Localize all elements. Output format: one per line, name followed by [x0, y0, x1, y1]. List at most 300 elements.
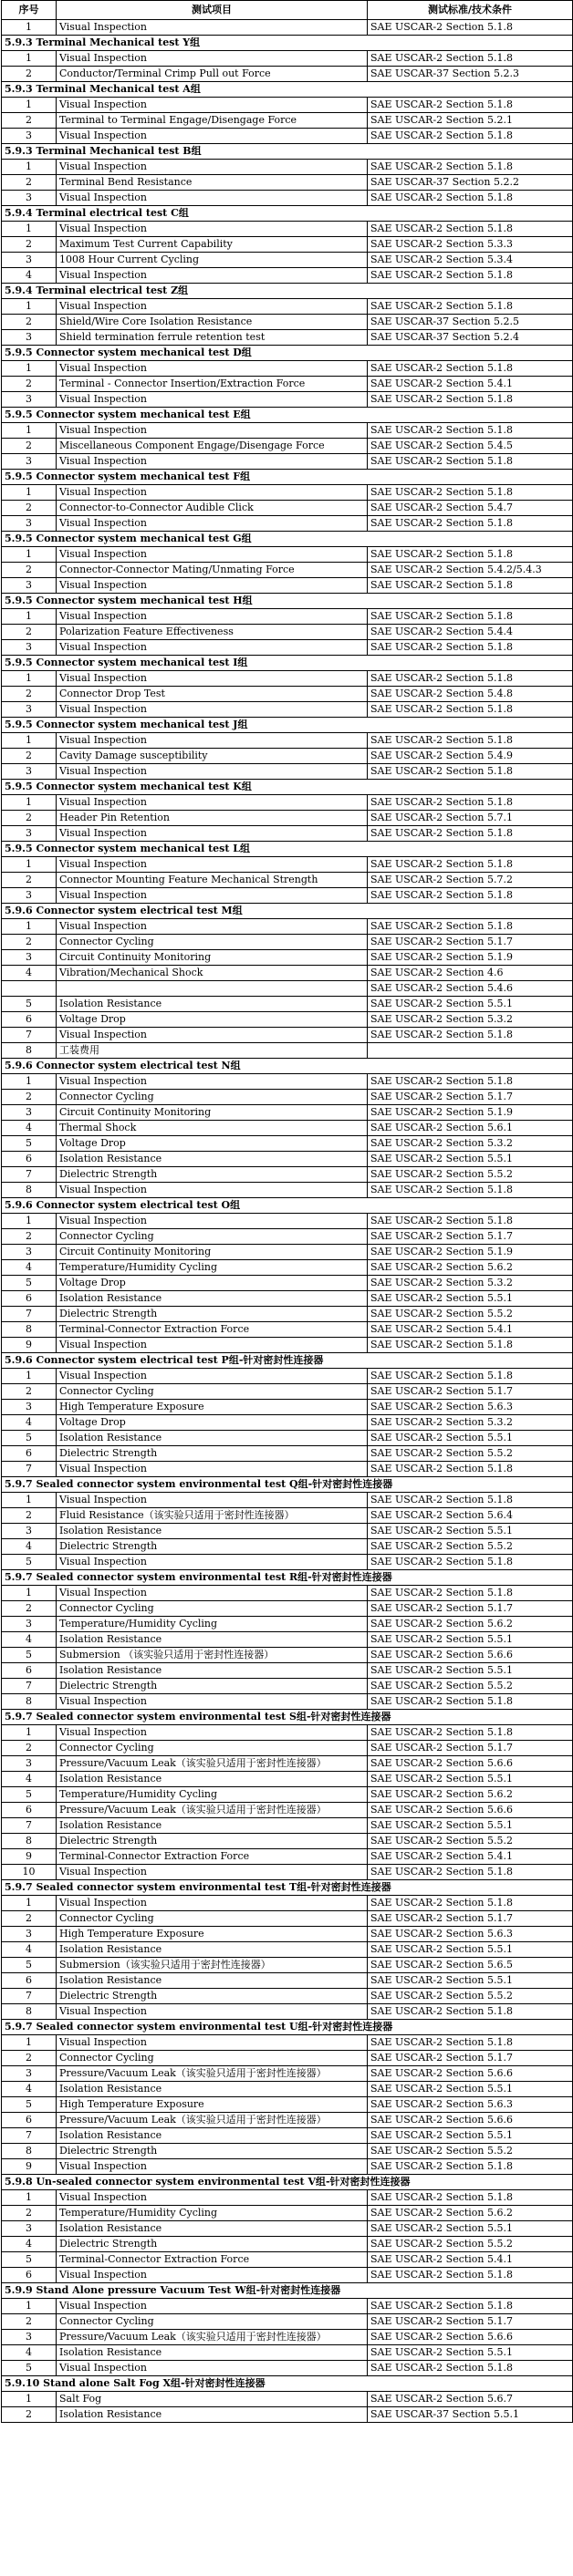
standard-cell: SAE USCAR-2 Section 5.1.8 — [368, 671, 573, 687]
test-item-cell: Dielectric Strength — [57, 1539, 368, 1555]
test-item-cell: Miscellaneous Component Engage/Disengage Force — [57, 439, 368, 454]
standard-cell: SAE USCAR-2 Section 5.5.1 — [368, 1973, 573, 1989]
table-row — [2, 671, 573, 687]
test-item-cell: Temperature/Humidity Cycling — [57, 2206, 368, 2221]
table-row — [2, 1493, 573, 1508]
standard-cell: SAE USCAR-37 Section 5.2.2 — [368, 175, 573, 191]
standard-cell: SAE USCAR-2 Section 5.1.8 — [368, 1214, 573, 1229]
row-number: 2 — [2, 2051, 57, 2066]
test-item-cell: Terminal to Terminal Engage/Disengage Force — [57, 113, 368, 129]
row-number: 9 — [2, 2159, 57, 2175]
row-number: 2 — [2, 439, 57, 454]
row-number: 6 — [2, 1152, 57, 1167]
test-item-cell: Circuit Continuity Monitoring — [57, 1105, 368, 1121]
section-title: 5.9.5 Connector system mechanical test L组 — [2, 842, 573, 857]
standard-cell: SAE USCAR-2 Section 5.1.7 — [368, 935, 573, 950]
row-number: 8 — [2, 1322, 57, 1338]
section-row — [2, 718, 573, 733]
test-item-cell: Visual Inspection — [57, 733, 368, 749]
table-row — [2, 2113, 573, 2128]
test-item-cell: Visual Inspection — [57, 20, 368, 36]
test-item-cell: Visual Inspection — [57, 1338, 368, 1353]
table-row — [2, 997, 573, 1012]
table-row — [2, 423, 573, 439]
row-number: 2 — [2, 501, 57, 516]
table-row — [2, 2345, 573, 2361]
table-row — [2, 361, 573, 377]
row-number: 1 — [2, 1586, 57, 1601]
standard-cell: SAE USCAR-2 Section 5.1.8 — [368, 1586, 573, 1601]
table-row — [2, 2330, 573, 2345]
standard-cell: SAE USCAR-2 Section 5.1.8 — [368, 2268, 573, 2283]
standard-cell: SAE USCAR-2 Section 5.3.3 — [368, 237, 573, 253]
test-item-cell: Connector Drop Test — [57, 687, 368, 702]
table-row — [2, 1849, 573, 1865]
table-row — [2, 1896, 573, 1911]
test-item-cell: Dielectric Strength — [57, 2144, 368, 2159]
table-row — [2, 1834, 573, 1849]
row-number: 4 — [2, 268, 57, 284]
row-number: 2 — [2, 1741, 57, 1756]
standard-cell: SAE USCAR-2 Section 5.3.4 — [368, 253, 573, 268]
table-row — [2, 1679, 573, 1694]
test-item-cell: Visual Inspection — [57, 1369, 368, 1384]
standard-cell: SAE USCAR-2 Section 5.5.1 — [368, 1152, 573, 1167]
row-number: 5 — [2, 997, 57, 1012]
row-number: 1 — [2, 671, 57, 687]
row-number: 8 — [2, 1183, 57, 1198]
row-number: 1 — [2, 1725, 57, 1741]
standard-cell: SAE USCAR-2 Section 5.1.8 — [368, 1725, 573, 1741]
test-item-cell: Connector Mounting Feature Mechanical Strength — [57, 873, 368, 888]
test-item-cell: Visual Inspection — [57, 1555, 368, 1570]
section-title: 5.9.7 Sealed connector system environmental test Q组-针对密封性连接器 — [2, 1477, 573, 1493]
test-item-cell: Isolation Resistance — [57, 1152, 368, 1167]
standard-cell: SAE USCAR-2 Section 5.5.2 — [368, 1539, 573, 1555]
row-number: 3 — [2, 1105, 57, 1121]
table-row — [2, 98, 573, 113]
row-number: 1 — [2, 361, 57, 377]
test-item-cell: Visual Inspection — [57, 222, 368, 237]
table-row — [2, 1555, 573, 1570]
section-row — [2, 1059, 573, 1074]
test-item-cell: Visual Inspection — [57, 1462, 368, 1477]
standard-cell: SAE USCAR-2 Section 5.5.2 — [368, 2237, 573, 2252]
section-title: 5.9.6 Connector system electrical test P组-针对密封性连接器 — [2, 1353, 573, 1369]
row-number: 2 — [2, 1384, 57, 1400]
row-number: 2 — [2, 1090, 57, 1105]
standard-cell: SAE USCAR-2 Section 5.6.3 — [368, 1927, 573, 1942]
table-row — [2, 1183, 573, 1198]
row-number: 4 — [2, 1260, 57, 1276]
table-row — [2, 640, 573, 656]
standard-cell: SAE USCAR-2 Section 5.5.1 — [368, 2082, 573, 2097]
table-row — [2, 1911, 573, 1927]
table-row — [2, 392, 573, 408]
table-row — [2, 67, 573, 82]
standard-cell: SAE USCAR-2 Section 5.4.2/5.4.3 — [368, 563, 573, 578]
test-item-cell: 工装费用 — [57, 1043, 368, 1059]
row-number: 2 — [2, 625, 57, 640]
table-row — [2, 2066, 573, 2082]
table-row — [2, 1741, 573, 1756]
table-row — [2, 826, 573, 842]
section-row — [2, 2376, 573, 2392]
table-row — [2, 1369, 573, 1384]
section-title: 5.9.5 Connector system mechanical test H组 — [2, 594, 573, 609]
table-row — [2, 377, 573, 392]
row-number: 3 — [2, 826, 57, 842]
table-row — [2, 1787, 573, 1803]
table-row — [2, 1105, 573, 1121]
test-item-cell: Visual Inspection — [57, 129, 368, 144]
test-item-cell: Visual Inspection — [57, 795, 368, 811]
test-item-cell: Visual Inspection — [57, 1896, 368, 1911]
table-row — [2, 563, 573, 578]
header-test-item: 测试项目 — [57, 1, 368, 20]
row-number: 3 — [2, 578, 57, 594]
standard-cell: SAE USCAR-2 Section 5.1.8 — [368, 888, 573, 904]
row-number: 1 — [2, 1214, 57, 1229]
test-item-cell: Visual Inspection — [57, 609, 368, 625]
row-number: 2 — [2, 687, 57, 702]
row-number: 1 — [2, 2299, 57, 2314]
standard-cell: SAE USCAR-2 Section 5.1.8 — [368, 857, 573, 873]
table-row — [2, 113, 573, 129]
table-row — [2, 1973, 573, 1989]
table-row — [2, 1074, 573, 1090]
section-title: 5.9.7 Sealed connector system environmental test T组-针对密封性连接器 — [2, 1880, 573, 1896]
table-row — [2, 950, 573, 966]
row-number: 6 — [2, 1446, 57, 1462]
test-item-cell: Visual Inspection — [57, 2004, 368, 2020]
standard-cell: SAE USCAR-2 Section 5.1.7 — [368, 2314, 573, 2330]
row-number: 4 — [2, 2345, 57, 2361]
standard-cell: SAE USCAR-2 Section 5.6.2 — [368, 1260, 573, 1276]
section-title: 5.9.4 Terminal electrical test Z组 — [2, 284, 573, 299]
row-number: 2 — [2, 935, 57, 950]
row-number: 2 — [2, 175, 57, 191]
test-item-cell: Visual Inspection — [57, 454, 368, 470]
table-row — [2, 1989, 573, 2004]
test-item-cell — [57, 981, 368, 997]
standard-cell: SAE USCAR-2 Section 5.1.8 — [368, 2159, 573, 2175]
row-number: 3 — [2, 640, 57, 656]
table-row — [2, 2190, 573, 2206]
standard-cell: SAE USCAR-2 Section 5.4.7 — [368, 501, 573, 516]
test-item-cell: Dielectric Strength — [57, 1989, 368, 2004]
table-row — [2, 1803, 573, 1818]
standard-cell: SAE USCAR-2 Section 5.1.8 — [368, 547, 573, 563]
section-row — [2, 2283, 573, 2299]
table-row — [2, 1322, 573, 1338]
standard-cell: SAE USCAR-2 Section 5.1.8 — [368, 516, 573, 532]
row-number: 4 — [2, 2082, 57, 2097]
section-row — [2, 656, 573, 671]
table-row — [2, 2128, 573, 2144]
standard-cell: SAE USCAR-2 Section 5.1.8 — [368, 578, 573, 594]
table-row — [2, 547, 573, 563]
section-title: 5.9.7 Sealed connector system environmental test S组-针对密封性连接器 — [2, 1710, 573, 1725]
standard-cell: SAE USCAR-37 Section 5.2.3 — [368, 67, 573, 82]
section-row — [2, 1353, 573, 1369]
standard-cell: SAE USCAR-2 Section 5.6.4 — [368, 1508, 573, 1524]
test-item-cell: Isolation Resistance — [57, 1818, 368, 1834]
test-item-cell: Visual Inspection — [57, 98, 368, 113]
section-row — [2, 1198, 573, 1214]
row-number: 8 — [2, 1694, 57, 1710]
section-title: 5.9.6 Connector system electrical test N组 — [2, 1059, 573, 1074]
table-row — [2, 175, 573, 191]
table-row — [2, 516, 573, 532]
test-item-cell: Visual Inspection — [57, 485, 368, 501]
row-number: 2 — [2, 873, 57, 888]
standard-cell: SAE USCAR-2 Section 5.5.2 — [368, 1679, 573, 1694]
row-number: 7 — [2, 1679, 57, 1694]
standard-cell: SAE USCAR-2 Section 5.1.9 — [368, 950, 573, 966]
standard-cell: SAE USCAR-2 Section 5.1.8 — [368, 191, 573, 206]
table-row — [2, 1245, 573, 1260]
standard-cell: SAE USCAR-2 Section 5.1.7 — [368, 1384, 573, 1400]
table-row — [2, 2035, 573, 2051]
standard-cell: SAE USCAR-2 Section 5.1.8 — [368, 1555, 573, 1570]
standard-cell: SAE USCAR-2 Section 5.1.8 — [368, 2004, 573, 2020]
test-item-cell: Visual Inspection — [57, 764, 368, 780]
standard-cell: SAE USCAR-2 Section 5.1.8 — [368, 423, 573, 439]
row-number: 7 — [2, 1462, 57, 1477]
standard-cell: SAE USCAR-2 Section 4.6 — [368, 966, 573, 981]
table-row — [2, 2361, 573, 2376]
table-row — [2, 2392, 573, 2407]
row-number: 3 — [2, 764, 57, 780]
section-row — [2, 594, 573, 609]
standard-cell: SAE USCAR-2 Section 5.1.8 — [368, 268, 573, 284]
row-number: 1 — [2, 733, 57, 749]
test-item-cell: Visual Inspection — [57, 361, 368, 377]
row-number: 10 — [2, 1865, 57, 1880]
section-title: 5.9.7 Sealed connector system environmental test U组-针对密封性连接器 — [2, 2020, 573, 2035]
row-number: 2 — [2, 67, 57, 82]
standard-cell: SAE USCAR-2 Section 5.1.8 — [368, 1896, 573, 1911]
table-row — [2, 2268, 573, 2283]
standard-cell: SAE USCAR-2 Section 5.5.1 — [368, 1431, 573, 1446]
row-number: 1 — [2, 1493, 57, 1508]
standard-cell: SAE USCAR-2 Section 5.1.8 — [368, 702, 573, 718]
standard-cell: SAE USCAR-2 Section 5.6.2 — [368, 2206, 573, 2221]
standard-cell: SAE USCAR-2 Section 5.5.1 — [368, 2128, 573, 2144]
table-row — [2, 888, 573, 904]
standard-cell: SAE USCAR-2 Section 5.3.2 — [368, 1012, 573, 1028]
table-row — [2, 2097, 573, 2113]
row-number: 3 — [2, 888, 57, 904]
row-number: 2 — [2, 315, 57, 330]
row-number: 1 — [2, 51, 57, 67]
row-number: 3 — [2, 950, 57, 966]
row-number: 1 — [2, 919, 57, 935]
standard-cell: SAE USCAR-2 Section 5.5.1 — [368, 1663, 573, 1679]
table-row — [2, 919, 573, 935]
test-item-cell: Dielectric Strength — [57, 1446, 368, 1462]
row-number: 2 — [2, 2314, 57, 2330]
standard-cell: SAE USCAR-2 Section 5.7.2 — [368, 873, 573, 888]
test-item-cell: Visual Inspection — [57, 2361, 368, 2376]
row-number: 3 — [2, 2066, 57, 2082]
row-number: 7 — [2, 1989, 57, 2004]
standard-cell: SAE USCAR-2 Section 5.5.1 — [368, 1632, 573, 1648]
test-item-cell: Connector-to-Connector Audible Click — [57, 501, 368, 516]
row-number: 3 — [2, 1617, 57, 1632]
row-number: 2 — [2, 563, 57, 578]
test-item-cell: Visual Inspection — [57, 191, 368, 206]
table-row — [2, 330, 573, 346]
standard-cell: SAE USCAR-2 Section 5.1.8 — [368, 485, 573, 501]
test-item-cell: High Temperature Exposure — [57, 2097, 368, 2113]
table-row — [2, 2299, 573, 2314]
test-item-cell: Vibration/Mechanical Shock — [57, 966, 368, 981]
table-row — [2, 749, 573, 764]
test-item-cell: Visual Inspection — [57, 2299, 368, 2314]
table-row — [2, 485, 573, 501]
test-item-cell: Pressure/Vacuum Leak（该实验只适用于密封性连接器） — [57, 2330, 368, 2345]
test-items-table — [1, 0, 573, 2423]
table-row — [2, 2082, 573, 2097]
row-number: 2 — [2, 811, 57, 826]
table-row — [2, 1927, 573, 1942]
standard-cell: SAE USCAR-2 Section 5.1.9 — [368, 1105, 573, 1121]
test-item-cell: Dielectric Strength — [57, 1679, 368, 1694]
row-number: 2 — [2, 1508, 57, 1524]
standard-cell: SAE USCAR-2 Section 5.4.6 — [368, 981, 573, 997]
standard-cell: SAE USCAR-2 Section 5.4.8 — [368, 687, 573, 702]
section-title: 5.9.5 Connector system mechanical test F组 — [2, 470, 573, 485]
table-row — [2, 1012, 573, 1028]
section-row — [2, 842, 573, 857]
table-row — [2, 873, 573, 888]
row-number: 2 — [2, 377, 57, 392]
test-item-cell: Visual Inspection — [57, 888, 368, 904]
test-item-cell: Visual Inspection — [57, 1725, 368, 1741]
test-item-cell: Visual Inspection — [57, 268, 368, 284]
standard-cell: SAE USCAR-2 Section 5.4.1 — [368, 2252, 573, 2268]
table-row — [2, 1772, 573, 1787]
standard-cell: SAE USCAR-2 Section 5.6.2 — [368, 1787, 573, 1803]
header-no: 序号 — [2, 1, 57, 20]
section-row — [2, 2175, 573, 2190]
table-row — [2, 51, 573, 67]
table-row — [2, 20, 573, 36]
standard-cell: SAE USCAR-2 Section 5.1.8 — [368, 392, 573, 408]
test-item-cell: Pressure/Vacuum Leak（该实验只适用于密封性连接器） — [57, 1756, 368, 1772]
test-item-cell: Visual Inspection — [57, 1074, 368, 1090]
test-item-cell: Visual Inspection — [57, 1865, 368, 1880]
table-row — [2, 702, 573, 718]
table-row — [2, 454, 573, 470]
table-row — [2, 1121, 573, 1136]
test-item-cell: Temperature/Humidity Cycling — [57, 1787, 368, 1803]
test-item-cell: Visual Inspection — [57, 1214, 368, 1229]
row-number: 3 — [2, 191, 57, 206]
test-item-cell: Dielectric Strength — [57, 2237, 368, 2252]
standard-cell: SAE USCAR-2 Section 5.6.5 — [368, 1958, 573, 1973]
table-row — [2, 1400, 573, 1415]
standard-cell: SAE USCAR-2 Section 5.1.8 — [368, 795, 573, 811]
table-row — [2, 1524, 573, 1539]
standard-cell: SAE USCAR-2 Section 5.1.8 — [368, 51, 573, 67]
standard-cell: SAE USCAR-2 Section 5.5.1 — [368, 1818, 573, 1834]
row-number: 9 — [2, 1338, 57, 1353]
standard-cell: SAE USCAR-2 Section 5.4.1 — [368, 1849, 573, 1865]
standard-cell: SAE USCAR-2 Section 5.1.8 — [368, 1493, 573, 1508]
table-row — [2, 1028, 573, 1043]
standard-cell: SAE USCAR-2 Section 5.4.5 — [368, 439, 573, 454]
test-item-cell: Dielectric Strength — [57, 1834, 368, 1849]
standard-cell: SAE USCAR-2 Section 5.5.1 — [368, 1291, 573, 1307]
row-number: 5 — [2, 1276, 57, 1291]
standard-cell: SAE USCAR-2 Section 5.1.8 — [368, 299, 573, 315]
table-row — [2, 1415, 573, 1431]
test-item-cell: Shield/Wire Core Isolation Resistance — [57, 315, 368, 330]
section-row — [2, 532, 573, 547]
table-row — [2, 1586, 573, 1601]
standard-cell: SAE USCAR-2 Section 5.1.8 — [368, 1028, 573, 1043]
row-number: 1 — [2, 609, 57, 625]
row-number: 2 — [2, 237, 57, 253]
row-number: 3 — [2, 253, 57, 268]
row-number: 7 — [2, 1818, 57, 1834]
row-number: 6 — [2, 1291, 57, 1307]
row-number: 2 — [2, 113, 57, 129]
row-number: 3 — [2, 702, 57, 718]
standard-cell: SAE USCAR-2 Section 5.1.8 — [368, 733, 573, 749]
section-title: 5.9.5 Connector system mechanical test J组 — [2, 718, 573, 733]
row-number: 1 — [2, 795, 57, 811]
standard-cell: SAE USCAR-2 Section 5.1.7 — [368, 1601, 573, 1617]
table-row — [2, 1539, 573, 1555]
table-row — [2, 1865, 573, 1880]
test-item-cell: Submersion（该实验只适用于密封性连接器） — [57, 1958, 368, 1973]
section-title: 5.9.6 Connector system electrical test M组 — [2, 904, 573, 919]
test-item-cell: Connector Cycling — [57, 1741, 368, 1756]
test-item-cell: Isolation Resistance — [57, 1524, 368, 1539]
standard-cell: SAE USCAR-2 Section 5.1.8 — [368, 98, 573, 113]
test-item-cell: Visual Inspection — [57, 1028, 368, 1043]
test-item-cell: Isolation Resistance — [57, 1772, 368, 1787]
table-row — [2, 439, 573, 454]
standard-cell: SAE USCAR-2 Section 5.1.8 — [368, 2190, 573, 2206]
standard-cell: SAE USCAR-2 Section 5.6.6 — [368, 1803, 573, 1818]
standard-cell: SAE USCAR-2 Section 5.1.8 — [368, 1338, 573, 1353]
row-number: 4 — [2, 1415, 57, 1431]
standard-cell: SAE USCAR-2 Section 5.7.1 — [368, 811, 573, 826]
row-number: 9 — [2, 1849, 57, 1865]
row-number: 2 — [2, 749, 57, 764]
test-item-cell: Pressure/Vacuum Leak（该实验只适用于密封性连接器） — [57, 2113, 368, 2128]
standard-cell: SAE USCAR-2 Section 5.6.3 — [368, 1400, 573, 1415]
standard-cell: SAE USCAR-37 Section 5.2.4 — [368, 330, 573, 346]
standard-cell: SAE USCAR-2 Section 5.6.6 — [368, 1756, 573, 1772]
table-row — [2, 268, 573, 284]
test-item-cell: Connector-Connector Mating/Unmating Force — [57, 563, 368, 578]
section-title: 5.9.7 Sealed connector system environmental test R组-针对密封性连接器 — [2, 1570, 573, 1586]
row-number: 4 — [2, 1121, 57, 1136]
table-row — [2, 237, 573, 253]
test-item-cell: Visual Inspection — [57, 826, 368, 842]
standard-cell: SAE USCAR-2 Section 5.5.2 — [368, 1446, 573, 1462]
table-row — [2, 764, 573, 780]
row-number: 8 — [2, 2004, 57, 2020]
standard-cell: SAE USCAR-2 Section 5.1.7 — [368, 1229, 573, 1245]
table-row — [2, 1167, 573, 1183]
